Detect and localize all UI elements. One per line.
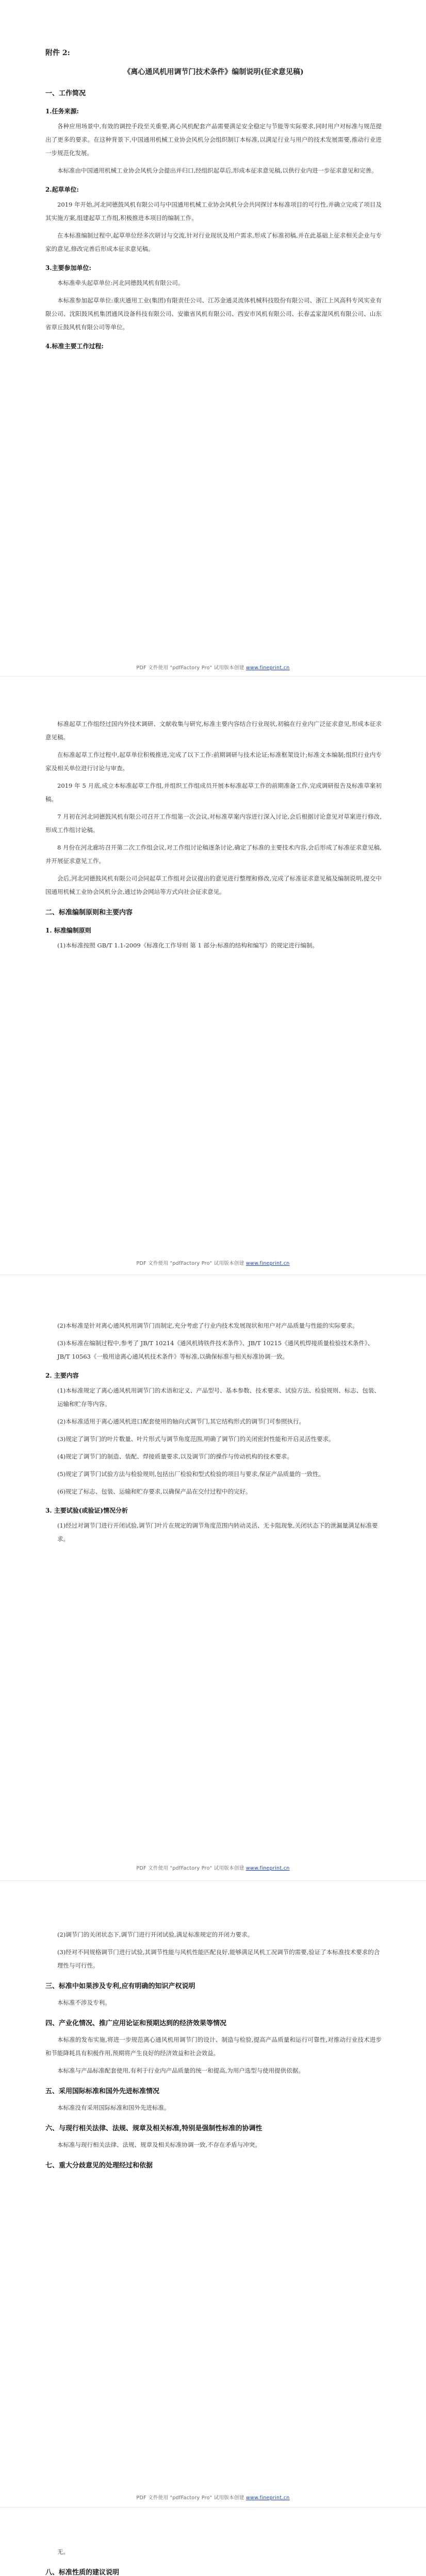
section-heading: 五、采用国际标准和国外先进标准情况 bbox=[45, 2088, 160, 2095]
list-item: (4)规定了调节门的制造、装配、焊接质量要求,以及调节门的操作与传动机构的技术要求。 bbox=[57, 1453, 293, 1460]
footer-text: PDF 文件使用 "pdfFactory Pro" 试用版本创建 bbox=[136, 665, 246, 671]
subsection-heading: 1. 标准编制原则 bbox=[45, 927, 91, 934]
page-3 bbox=[0, 1288, 426, 1855]
subsection-heading: 3. 主要试验(或验证)情况分析 bbox=[45, 1507, 128, 1514]
list-item: (3)经对不同规格调节门进行试验,其调节性能与风机性能匹配良好,能够满足风机工况调节的需要,验证了本标准技术要求的合理性与可行性。 bbox=[57, 1948, 380, 1969]
section-heading: 二、标准编制原则和主要内容 bbox=[45, 909, 133, 917]
paragraph: 本标准没有采用国际标准和国外先进标准。 bbox=[57, 2104, 170, 2111]
paragraph: 会后,河北同德鼓风机有限公司会同起草工作组对会议提出的意见进行整理和修改,完成了标准征求意见稿及编制说明,提交中国通用机械工业协会风机分会,通过协会网站等方式向社会征求意见。 bbox=[45, 875, 382, 895]
subsection-heading: 4.标准主要工作过程: bbox=[45, 343, 104, 350]
pdf-footer bbox=[8, 1259, 418, 1266]
paragraph: 本标准不涉及专利。 bbox=[57, 1999, 111, 2006]
attachment-label: 附件 2: bbox=[45, 49, 70, 57]
page-2 bbox=[0, 685, 426, 1252]
document-title: 《离心通风机用调节门技术条件》编制说明(征求意见稿) bbox=[123, 68, 304, 76]
subsection-heading: 2. 主要内容 bbox=[45, 1372, 79, 1379]
paragraph: 各种应用场景中,有效的调控手段至关重要,离心风机配套产品需要满足安全稳定与节能等实际要求,同时用户对标准与规范提出了更多的要求。在这种背景下,中国通用机械工业协会风机分会组织制订本标准,以满足行业与用户的技术发展需要,推动行业进一步规范化发展。 bbox=[45, 123, 382, 157]
page-5 bbox=[0, 2514, 426, 2576]
footer-link[interactable]: www.fineprint.cn bbox=[245, 665, 290, 671]
paragraph: 本标准与现行相关法律、法规、规章及相关标准协调一致,不存在矛盾与冲突。 bbox=[57, 2141, 261, 2148]
section-heading: 七、重大分歧意见的处理经过和依据 bbox=[45, 2162, 153, 2170]
paragraph: 2019 年 5 月底,成立本标准起草工作组,并组织工作组成员开展本标准起草工作的前期准备工作,完成调研报告及标准草案初稿。 bbox=[45, 782, 382, 803]
pdf-footer bbox=[8, 1864, 418, 1871]
footer-text: PDF 文件使用 "pdfFactory Pro" 试用版本创建 bbox=[136, 1261, 246, 1266]
footer-text: PDF 文件使用 "pdfFactory Pro" 试用版本创建 bbox=[136, 1866, 246, 1871]
paragraph: 8 月份在河北廊坊召开第二次工作组会议,对工作组讨论稿逐条讨论,确定了标准的主要技术内容,会后形成了标准征求意见稿,并开展征求意见工作。 bbox=[45, 844, 382, 865]
paragraph: 标准起草工作组经过国内外技术调研、文献收集与研究,标准主要内容结合行业现状,初稿在行业内广泛征求意见,形成本征求意见稿。 bbox=[45, 720, 382, 741]
section-heading: 一、工作简况 bbox=[45, 90, 86, 97]
paragraph: 本标准由中国通用机械工业协会风机分会提出并归口,经组织起草后,形成本征求意见稿,以供行业内进一步征求意见和完善。 bbox=[57, 167, 378, 174]
pdf-footer bbox=[8, 664, 418, 671]
paragraph: 2019 年开始,河北同德鼓风机有限公司与中国通用机械工业协会风机分会共同探讨本标准项目的可行性,并确立完成了项目及其实施方案,组建起草工作组,积极推进本项目的编制工作。 bbox=[45, 201, 382, 222]
section-heading: 八、标准性质的建议说明 bbox=[45, 2569, 120, 2576]
pdf-footer bbox=[8, 2494, 418, 2501]
section-heading: 三、标准中如果涉及专利,应有明确的知识产权说明 bbox=[45, 1982, 195, 1990]
subsection-heading: 1.任务来源: bbox=[45, 108, 79, 115]
subsection-heading: 3.主要参加单位: bbox=[45, 264, 91, 272]
paragraph: 在本标准编制过程中,起草单位经多次研讨与交流,针对行业现状及用户需求,形成了标准初稿,并在此基础上征求相关企业与专家的意见,修改完善后形成本征求意见稿。 bbox=[45, 232, 382, 252]
subsection-heading: 2.起草单位: bbox=[45, 186, 79, 193]
paragraph: 本标准参加起草单位:重庆通用工业(集团)有限责任公司、江苏金通灵流体机械科技股份有限公司、浙江上风高科专风实业有限公司、沈阳鼓风机集团通风设备科技有限公司、安徽省风机有限公司、西安市风机有限公司、长春孟家湿风机有限公司、山东省章丘鼓风机有限公司等单位。 bbox=[45, 297, 382, 331]
list-item: (3)本标准在编制过程中,参考了 JB/T 10214《通风机铸铁件技术条件》、JB/T 10215《通风机焊接质量检验技术条件》、JB/T 10563《一般用途离心通风机技术条件》等标准,以确保标准与相关标准协调一致。 bbox=[57, 1340, 374, 1360]
page-4 bbox=[0, 1896, 426, 2488]
paragraph: 本标准的发布实施,将进一步规范离心通风机用调节门的设计、制造与检验,提高产品质量和运行可靠性,对推动行业技术进步和节能降耗具有积极作用,预期将产生良好的经济效益和社会效益。 bbox=[45, 2036, 382, 2057]
footer-link[interactable]: www.fineprint.cn bbox=[245, 1866, 290, 1871]
page-1 bbox=[0, 0, 426, 659]
list-item: (1)经过对调节门进行开闭试验,调节门叶片在规定的调节角度范围内转动灵活、无卡阻现象,关闭状态下的泄漏量满足标准要求。 bbox=[57, 1522, 378, 1543]
paragraph: 本标准牵头起草单位:河北同德鼓风机有限公司。 bbox=[57, 279, 184, 286]
section-heading: 四、产业化情况、推广应用论证和预期达到的经济效果等情况 bbox=[45, 2020, 227, 2027]
paragraph: 7 月初在河北同德鼓风机有限公司召开工作组第一次会议,对标准草案内容进行深入讨论,会后根据讨论意见对草案进行修改,形成工作组讨论稿。 bbox=[45, 813, 382, 834]
footer-link[interactable]: www.fineprint.cn bbox=[245, 2495, 290, 2501]
list-item: (1)本标准规定了离心通风机用调节门的术语和定义、产品型号、基本参数、技术要求、试验方法、检验规则、标志、包装、运输和贮存等内容。 bbox=[57, 1387, 380, 1408]
list-item: (2)本标准适用于离心通风机进口配套使用的轴向式调节门,其它结构形式的调节门可参照执行。 bbox=[57, 1418, 305, 1425]
list-item: (1)本标准按照 GB/T 1.1-2009《标准化工作导则 第 1 部分:标准的结构和编写》的规定进行编制。 bbox=[57, 942, 318, 949]
section-heading: 六、与现行相关法律、法规、规章及相关标准,特别是强制性标准的协调性 bbox=[45, 2125, 263, 2132]
list-item: (2)调节门的关闭状态下,调节门进行开闭试验,满足标准规定的开闭力要求。 bbox=[57, 1931, 254, 1938]
list-item: (5)规定了调节门试验方法与检验规则,包括出厂检验和型式检验的项目与要求,保证产品质量的一致性。 bbox=[57, 1470, 325, 1478]
paragraph: 在标准起草工作过程中,起草单位积极推进,完成了以下工作:前期调研与技术论证;标准框架设计;标准文本编制;组织行业内专家及相关单位进行讨论与审查。 bbox=[45, 751, 382, 772]
list-item: (3)规定了调节门的叶片数量、叶片形式与调节角度范围,明确了调节门的关闭密封性能和开启灵活性要求。 bbox=[57, 1435, 335, 1443]
page-divider bbox=[0, 1880, 426, 1881]
list-item: (6)规定了标志、包装、运输和贮存要求,以确保产品在交付过程中的完好。 bbox=[57, 1488, 252, 1495]
list-item: (2)本标准是针对离心通风机用调节门而制定,充分考虑了行业内技术发展现状和用户对产品质量与性能的实际要求。 bbox=[57, 1322, 358, 1329]
footer-link[interactable]: www.fineprint.cn bbox=[245, 1261, 290, 1266]
footer-text: PDF 文件使用 "pdfFactory Pro" 试用版本创建 bbox=[136, 2495, 246, 2501]
paragraph: 无。 bbox=[57, 2548, 69, 2555]
paragraph: 本标准与产品标准配套使用,有利于行业内产品质量的统一和提高,为用户选型与使用提供依据。 bbox=[57, 2067, 304, 2074]
